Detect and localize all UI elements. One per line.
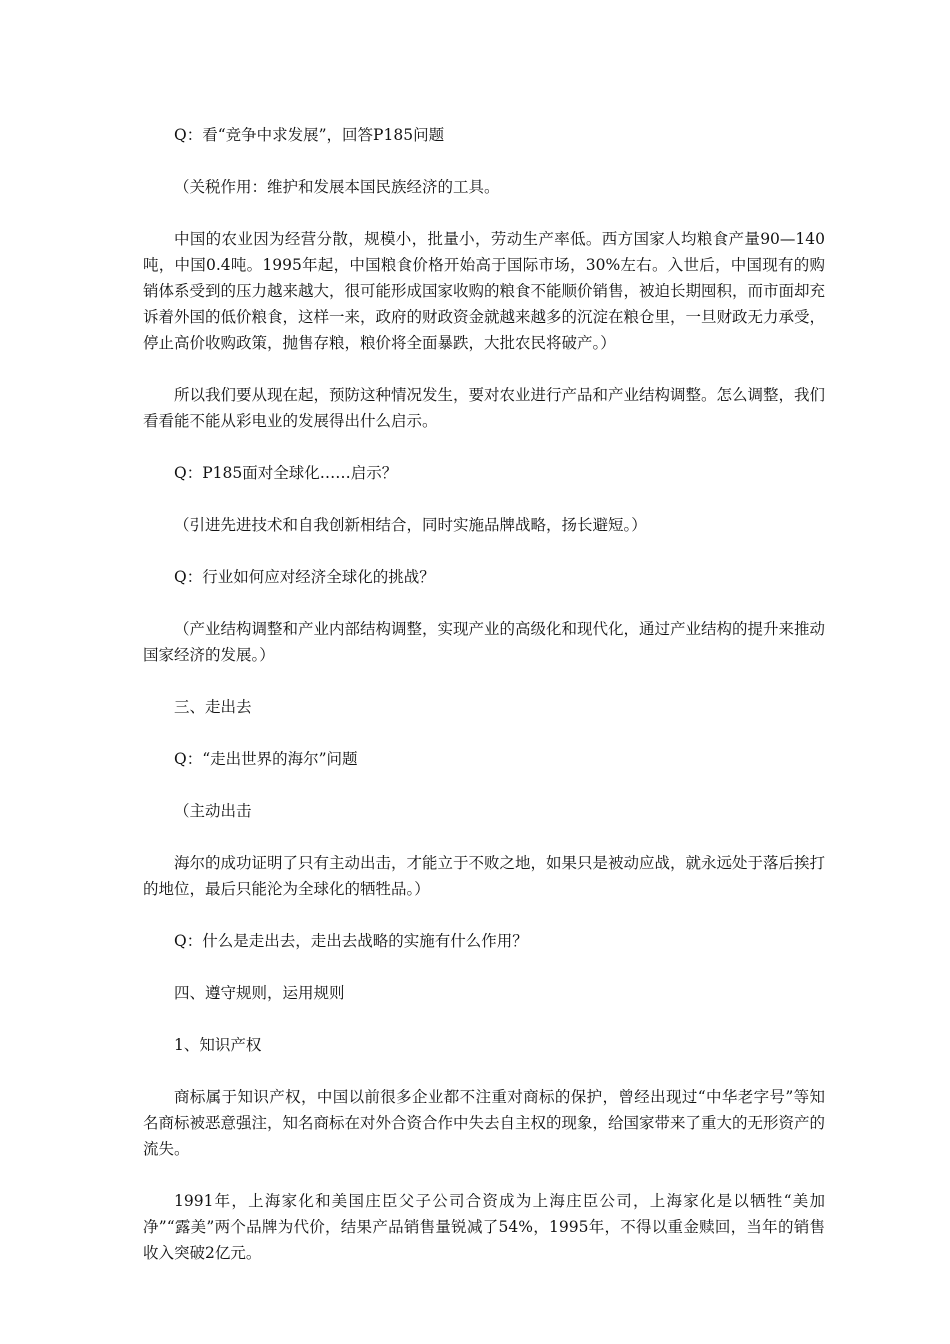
paragraph-haier-success: 海尔的成功证明了只有主动出击，才能立于不败之地，如果只是被动应战，就永远处于落后挨打的地位，最后只能沦为全球化的牺牲品。） <box>143 854 826 898</box>
question-globalization-insight: Q：P185面对全球化……启示？ <box>174 464 398 482</box>
answer-industry-structure: （产业结构调整和产业内部结构调整，实现产业的高级化和现代化，通过产业结构的提升来推动国家经济的发展。） <box>143 620 826 664</box>
question-competition: Q：看“竞争中求发展”，回答P185问题 <box>174 126 445 144</box>
answer-tariff-role: （关税作用：维护和发展本国民族经济的工具。 <box>174 178 500 196</box>
question-haier: Q：“走出世界的海尔”问题 <box>174 750 358 768</box>
answer-proactive: （主动出击 <box>174 802 252 820</box>
paragraph-trademark: 商标属于知识产权，中国以前很多企业都不注重对商标的保护，曾经出现过“中华老字号”等知名商标被恶意强注，知名商标在对外合资合作中失去自主权的现象，给国家带来了重大的无形资产的流失。 <box>143 1088 826 1158</box>
question-go-global-strategy: Q：什么是走出去，走出去战略的实施有什么作用？ <box>174 932 528 950</box>
paragraph-china-agriculture: 中国的农业因为经营分散，规模小，批量小，劳动生产率低。西方国家人均粮食产量90—140吨，中国0.4吨。1995年起，中国粮食价格开始高于国际市场，30%左右。入世后，中国现有的购销体系受到的压力越来越大，很可能形成国家收购的粮食不能顺价销售，被迫长期囤积，而市面却充诉着外国的低价粮食，这样一来，政府的财政资金就越来越多的沉淀在粮仓里，一旦财政无力承受，停止高价收购政策，抛售存粮，粮价将全面暴跌，大批农民将破产。） <box>143 230 826 352</box>
subsection-heading-ip: 1、知识产权 <box>174 1036 262 1054</box>
section-heading-rules: 四、遵守规则，运用规则 <box>174 984 345 1002</box>
question-industry-challenge: Q：行业如何应对经济全球化的挑战？ <box>174 568 435 586</box>
paragraph-shanghai-jahwa: 1991年，上海家化和美国庄臣父子公司合资成为上海庄臣公司，上海家化是以牺牲“美加净”“露美”两个品牌为代价，结果产品销售量锐减了54%，1995年，不得以重金赎回，当年的销售收入突破2亿元。 <box>143 1192 825 1262</box>
answer-technology-brand: （引进先进技术和自我创新相结合，同时实施品牌战略，扬长避短。） <box>174 516 647 534</box>
document-body <box>143 122 825 1292</box>
paragraph-structure-adjustment: 所以我们要从现在起，预防这种情况发生，要对农业进行产品和产业结构调整。怎么调整，我们看看能不能从彩电业的发展得出什么启示。 <box>143 386 826 430</box>
section-heading-go-global: 三、走出去 <box>174 698 252 716</box>
